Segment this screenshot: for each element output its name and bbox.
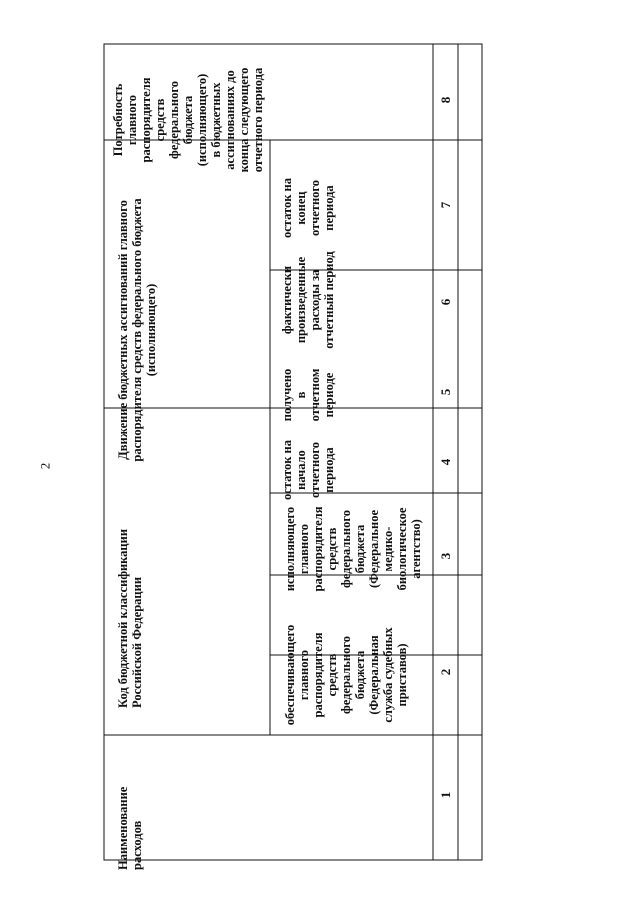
svg-text:главного: главного bbox=[125, 94, 139, 146]
svg-text:конца следующего: конца следующего bbox=[237, 67, 251, 173]
svg-text:(исполняющего): (исполняющего) bbox=[195, 73, 209, 167]
svg-text:агентство): агентство) bbox=[409, 519, 423, 579]
svg-text:ассигнованиях до: ассигнованиях до bbox=[223, 70, 237, 170]
svg-text:остаток на: остаток на bbox=[280, 177, 294, 239]
svg-text:служба судебных: служба судебных bbox=[381, 627, 395, 723]
svg-text:биологическое: биологическое bbox=[395, 507, 409, 591]
header-code-sub2 bbox=[283, 506, 423, 591]
header-code-line-2: Российской Федерации bbox=[130, 576, 144, 708]
svg-text:фактически: фактически bbox=[280, 265, 294, 335]
svg-text:(исполняющего): (исполняющего) bbox=[144, 283, 158, 377]
svg-text:бюджета: бюджета bbox=[353, 650, 367, 700]
svg-text:исполняющего: исполняющего bbox=[283, 506, 297, 592]
col-num-2: 2 bbox=[438, 668, 453, 676]
svg-text:отчетного: отчетного bbox=[308, 441, 322, 499]
svg-text:в: в bbox=[294, 391, 308, 399]
svg-text:расходы за: расходы за bbox=[308, 269, 322, 331]
header-name-line-2: расходов bbox=[130, 820, 144, 870]
header-code-line-1: Код бюджетной классификации bbox=[116, 528, 130, 708]
col-num-7: 7 bbox=[438, 201, 453, 209]
svg-text:Движение бюджетных ассигновани: Движение бюджетных ассигнований главного bbox=[116, 200, 130, 460]
svg-text:(Федеральная: (Федеральная bbox=[367, 635, 381, 715]
header-move-sub1 bbox=[280, 439, 336, 500]
svg-text:периоде: периоде bbox=[322, 372, 336, 418]
header-name bbox=[116, 786, 144, 870]
col-num-3: 3 bbox=[438, 552, 453, 560]
svg-text:конец: конец bbox=[294, 191, 308, 225]
col-num-1: 1 bbox=[438, 791, 453, 799]
svg-text:в бюджетных: в бюджетных bbox=[209, 82, 223, 158]
svg-text:отчетном: отчетном bbox=[308, 368, 322, 422]
svg-text:(Федеральное: (Федеральное bbox=[367, 509, 381, 589]
header-code-group bbox=[116, 529, 144, 708]
svg-text:федерального: федерального bbox=[167, 81, 181, 159]
svg-text:бюджета: бюджета bbox=[181, 95, 195, 145]
svg-text:распорядителя средств федераль: распорядителя средств федерального бюджета bbox=[130, 198, 144, 462]
svg-text:главного: главного bbox=[297, 649, 311, 701]
column-numbers bbox=[438, 96, 453, 798]
header-move-sub3 bbox=[280, 251, 336, 349]
svg-text:средств: средств bbox=[325, 527, 339, 571]
svg-text:федерального: федерального bbox=[339, 510, 353, 588]
page-number: 2 bbox=[37, 462, 53, 470]
svg-text:периода: периода bbox=[322, 447, 336, 493]
col-num-8: 8 bbox=[438, 96, 453, 104]
header-move-group bbox=[116, 198, 158, 462]
svg-text:распорядителя: распорядителя bbox=[139, 77, 153, 163]
header-move-sub2 bbox=[280, 368, 336, 421]
svg-text:отчетный период: отчетный период bbox=[322, 251, 336, 349]
svg-text:начало: начало bbox=[294, 450, 308, 490]
svg-text:получено: получено bbox=[280, 368, 294, 422]
header-code-sub1 bbox=[283, 625, 409, 726]
svg-text:распорядителя: распорядителя bbox=[311, 632, 325, 718]
col-num-5: 5 bbox=[438, 388, 453, 396]
svg-text:федерального: федерального bbox=[339, 636, 353, 714]
svg-text:средств: средств bbox=[325, 653, 339, 697]
svg-text:бюджета: бюджета bbox=[353, 524, 367, 574]
svg-text:Потребность: Потребность bbox=[111, 83, 125, 157]
svg-text:средств: средств bbox=[153, 98, 167, 142]
col-num-6: 6 bbox=[438, 298, 453, 306]
svg-text:произведенные: произведенные bbox=[294, 256, 308, 344]
svg-text:распорядителя: распорядителя bbox=[311, 506, 325, 592]
header-move-sub4 bbox=[280, 177, 336, 238]
svg-text:приставов): приставов) bbox=[395, 643, 409, 707]
svg-text:главного: главного bbox=[297, 523, 311, 575]
svg-text:обеспечивающего: обеспечивающего bbox=[283, 624, 297, 726]
svg-text:периода: периода bbox=[322, 185, 336, 231]
svg-text:остаток на: остаток на bbox=[280, 439, 294, 501]
svg-text:медико-: медико- bbox=[381, 526, 395, 572]
col-num-4: 4 bbox=[438, 458, 453, 466]
header-name-line-1: Наименование bbox=[116, 786, 130, 870]
header-need bbox=[111, 67, 265, 172]
svg-text:отчетного: отчетного bbox=[308, 179, 322, 237]
svg-text:отчетного периода: отчетного периода bbox=[251, 67, 265, 173]
